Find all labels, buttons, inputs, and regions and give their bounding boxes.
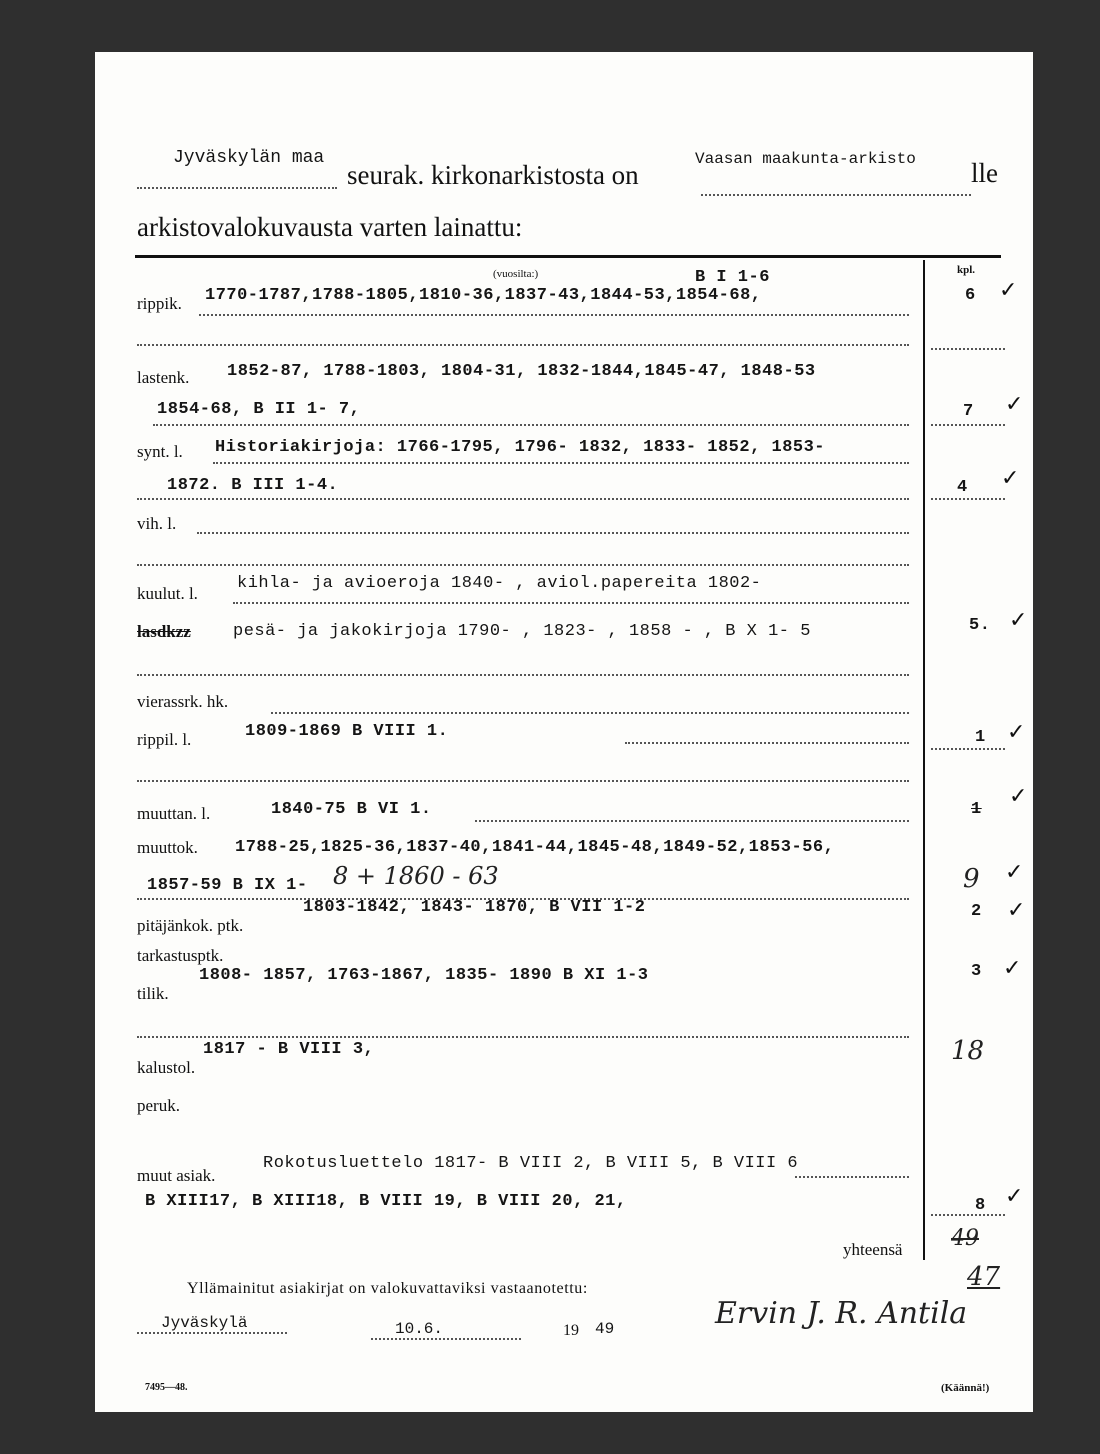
- row-years-lastenk-2: 1854-68, B II 1- 7,: [157, 400, 361, 419]
- years-label: (vuosilta:): [493, 268, 539, 280]
- row-count-tilik: 3: [971, 962, 982, 981]
- film-edge-right: [1074, 0, 1092, 1454]
- document-page: [95, 52, 1033, 1412]
- header-rule: [135, 255, 1001, 258]
- row-label-rippil: rippil. l.: [137, 730, 192, 749]
- archive-name: Vaasan maakunta-arkisto: [695, 150, 916, 168]
- parish-dots: [137, 187, 337, 189]
- row-years-pesa: pesä- ja jakokirjoja 1790- , 1823- , 1858 - , B X 1- 5: [233, 622, 811, 641]
- check-mark-icon: ✓: [1005, 1184, 1024, 1209]
- row-years-muut-2: B XIII17, B XIII18, B VIII 19, B VIII 20, 21,: [145, 1192, 627, 1211]
- row-dots: [199, 314, 909, 316]
- row-label-muut-asiak: muut asiak.: [137, 1166, 216, 1185]
- row-dots: [233, 602, 909, 604]
- row-label-pitajankok: pitäjänkok. ptk.: [137, 916, 244, 935]
- row-count-rippil: 1: [975, 728, 986, 747]
- footer-year-prefix: 19: [563, 1322, 579, 1339]
- row-dots: [137, 564, 909, 566]
- footer-year-suffix: 49: [595, 1320, 615, 1338]
- place-dots: [137, 1332, 287, 1334]
- received-text: Yllämainitut asiakirjat on valokuvattaviksi vastaanotettu:: [187, 1280, 588, 1297]
- count-header: kpl.: [957, 264, 976, 276]
- row-label-synt: synt. l.: [137, 442, 183, 461]
- signature: Ervin J. R. Antila: [715, 1296, 968, 1331]
- row-label-muuttok: muuttok.: [137, 838, 198, 857]
- footer-place: Jyväskylä: [161, 1314, 248, 1332]
- row-label-vierassrk: vierassrk. hk.: [137, 692, 229, 711]
- row-count-lastenk: 7: [963, 402, 974, 421]
- check-mark-icon: ✓: [1005, 860, 1024, 885]
- row-count-muut: 8: [975, 1196, 986, 1215]
- check-mark-icon: ✓: [1007, 720, 1026, 745]
- row-label-vih: vih. l.: [137, 514, 177, 533]
- parish-name: Jyväskylän maa: [173, 148, 325, 168]
- row-years-synt: Historiakirjoja: 1766-1795, 1796- 1832, 1833- 1852, 1853-: [215, 438, 825, 457]
- check-mark-icon: ✓: [1005, 392, 1024, 417]
- check-mark-icon: ✓: [1007, 898, 1026, 923]
- row-dots: [213, 462, 909, 464]
- check-mark-icon: ✓: [999, 278, 1018, 303]
- row-label-muuttan: muuttan. l.: [137, 804, 211, 823]
- row-years-kuulut: kihla- ja avioeroja 1840- , aviol.papereita 1802-: [237, 574, 762, 593]
- check-mark-icon: ✓: [1001, 466, 1020, 491]
- row-label-rippik: rippik.: [137, 294, 182, 313]
- row-years-rippik: 1770-1787,1788-1805,1810-36,1837-43,1844-53,1854-68,: [205, 286, 762, 305]
- row-count-muuttok: 9: [963, 864, 980, 894]
- row-count-pitajankok: 2: [971, 902, 982, 921]
- row-years-muuttan: 1840-75 B VI 1.: [271, 800, 432, 819]
- header-text-1: seurak. kirkonarkistosta on: [347, 160, 639, 190]
- total-handwritten: 47: [967, 1262, 1001, 1292]
- row-dots: [271, 712, 909, 714]
- handwritten-addition: 8 + 1860 - 63: [333, 862, 499, 890]
- count-dots: [931, 1214, 1005, 1216]
- row-dots: [137, 1036, 909, 1038]
- row-dots: [625, 742, 909, 744]
- row-dots: [475, 820, 909, 822]
- film-edge-left: [8, 0, 26, 1454]
- row-count-pesa: 5.: [969, 616, 991, 635]
- row-dots: [137, 344, 909, 346]
- count-dots: [931, 748, 1005, 750]
- row-count-kalustol: 18: [951, 1036, 985, 1066]
- row-dots: [137, 780, 909, 782]
- row-years-rippil: 1809-1869 B VIII 1.: [245, 722, 449, 741]
- row-years-tilik: 1808- 1857, 1763-1867, 1835- 1890 B XI 1-3: [199, 966, 649, 985]
- row-count-muuttan: 1: [971, 800, 982, 819]
- date-dots: [371, 1338, 521, 1340]
- footer-date: 10.6.: [395, 1320, 444, 1338]
- row-years-muuttok-2: 1857-59 B IX 1-: [147, 876, 308, 895]
- check-mark-icon: ✓: [1009, 608, 1028, 633]
- row-years-kalustol: 1817 - B VIII 3,: [203, 1040, 375, 1059]
- archive-dots: [701, 194, 971, 196]
- row-years-muut: Rokotusluettelo 1817- B VIII 2, B VIII 5, B VIII 6: [263, 1154, 799, 1173]
- row-label-lastenk: lastenk.: [137, 368, 190, 387]
- count-dots: [931, 424, 1005, 426]
- column-divider: [923, 260, 925, 1260]
- row-label-kalustol: kalustol.: [137, 1058, 196, 1077]
- check-mark-icon: ✓: [1009, 784, 1028, 809]
- row-years-pitajankok: 1803-1842, 1843- 1870, B VII 1-2: [303, 898, 646, 917]
- total-label: yhteensä: [843, 1240, 903, 1259]
- row-label-tilik: tilik.: [137, 984, 169, 1003]
- row-years-synt-2: 1872. B III 1-4.: [167, 476, 339, 495]
- row-code-rippik: B I 1-6: [695, 268, 770, 287]
- row-years-lastenk: 1852-87, 1788-1803, 1804-31, 1832-1844,1845-47, 1848-53: [227, 362, 816, 381]
- row-label-kuulut: kuulut. l.: [137, 584, 198, 603]
- turn-note: (Käännä!): [941, 1382, 990, 1394]
- row-years-muuttok: 1788-25,1825-36,1837-40,1841-44,1845-48,1849-52,1853-56,: [235, 838, 835, 857]
- row-dots: [137, 674, 909, 676]
- header-text-2: arkistovalokuvausta varten lainattu:: [137, 212, 523, 242]
- count-dots: [931, 498, 1005, 500]
- row-count-rippik: 6: [965, 286, 976, 305]
- row-count-synt: 4: [957, 478, 968, 497]
- row-dots: [153, 424, 909, 426]
- total-struck: 49: [951, 1226, 979, 1251]
- form-code: 7495—48.: [145, 1382, 188, 1393]
- header-suffix: lle: [971, 158, 998, 188]
- count-dots: [931, 348, 1005, 350]
- row-label-struck: lasdkzz: [137, 622, 191, 641]
- row-dots: [795, 1176, 909, 1178]
- row-label-tarkastusptk: tarkastusptk.: [137, 946, 224, 965]
- row-dots: [197, 532, 909, 534]
- check-mark-icon: ✓: [1003, 956, 1022, 981]
- row-dots: [137, 498, 909, 500]
- row-label-peruk: peruk.: [137, 1096, 180, 1115]
